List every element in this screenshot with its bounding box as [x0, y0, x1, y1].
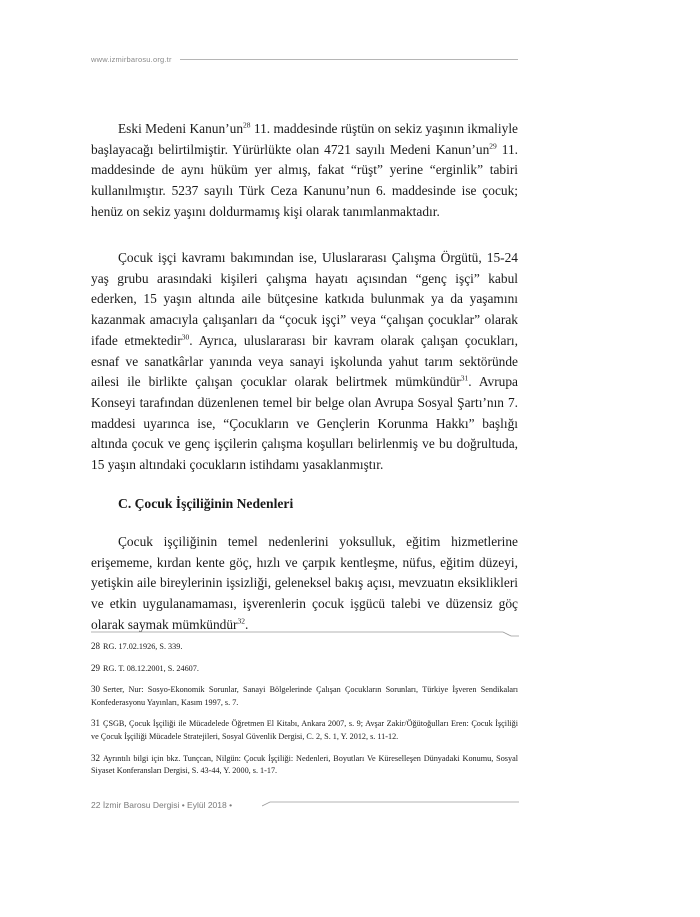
footnote-ref-30[interactable]: 30 — [181, 332, 190, 342]
page-footer: 22 İzmir Barosu Dergisi • Eylül 2018 • — [91, 800, 233, 810]
p1-text-b: 11. maddesinde rüştün on sekiz yaşının ikmaliyle başlayacağı belirtilmiştir. Yürürlükte olan 4721 sayılı Medeni Kanun’un — [91, 121, 518, 157]
footnote-31 — [91, 717, 518, 743]
section-heading: C. Çocuk İşçiliğinin Nedenleri — [118, 496, 294, 511]
footnote-28 — [91, 640, 518, 654]
footnote-30 — [91, 683, 518, 709]
p1-text-c: 11. maddesinde de aynı hüküm yer almış, fakat “rüşt” yerine “erginlik” tabiri kullanılmıştır. 5237 sayılı Türk Ceza Kanunu’nun 6. maddesinde ise çocuk; henüz on sekiz yaşını doldurmamış kişi olarak tanımlanmaktadır. — [91, 141, 518, 219]
footnote-text: Serter, Nur: Sosyo-Ekonomik Sorunlar, Sanayi Bölgelerinde Çalışan Çocukların Sorunları, Türkiye İşveren Sendikaları Konfederasyonu Yayınları, Kasım 1997, s. 7. — [91, 685, 518, 707]
p3-text-b: . — [245, 616, 249, 632]
footnotes — [91, 640, 518, 786]
footnote-number: 32 — [91, 752, 100, 763]
p2-text-c: . Avrupa Konseyi tarafından düzenlenen temel bir belge olan Avrupa Sosyal Şartı’nın 7. maddesi uyarınca ise, “Çocukların ve Gençlerin Korunma Hakkı” başlığı altında çocuk ve genç işçilerin çalışma koşulları belirlenmiş ve bu doğrultuda, 15 yaşın altındaki çocukların istihdamı yasaklanmıştır. — [91, 374, 518, 473]
paragraph-2 — [91, 248, 518, 476]
footnote-text: Ayrıntılı bilgi için bkz. Tunçcan, Nilgün: Çocuk İşçiliği: Nedenleri, Boyutları Ve Küreselleşen Dünyadaki Konumu, Sosyal Siyaset Konferansları Dergisi, S. 43-44, Y. 2000, s. 1-17. — [91, 753, 518, 776]
header-url: www.izmirbarosu.org.tr — [91, 55, 172, 64]
footnote-ref-28[interactable]: 28 — [243, 120, 251, 130]
footer-rule — [262, 801, 519, 807]
footnote-ref-32[interactable]: 32 — [237, 616, 246, 626]
paragraph-3 — [91, 532, 518, 636]
footnote-text: RG. T. 08.12.2001, S. 24607. — [103, 663, 199, 673]
header-rule — [180, 59, 518, 60]
p1-text-a: Eski Medeni Kanun’un — [118, 121, 244, 136]
footnote-number: 31 — [91, 718, 100, 729]
footnote-ref-31[interactable]: 31 — [460, 373, 469, 383]
footnote-number: 30 — [91, 684, 100, 695]
footnote-separator — [91, 631, 519, 637]
footnote-number: 29 — [91, 662, 100, 673]
footnote-text: ÇSGB, Çocuk İşçiliği ile Mücadelede Öğretmen El Kitabı, Ankara 2007, s. 9; Avşar Zakir/Öğütoğulları Eren: Çocuk İşçiliği ve Çocuk İşçiliği Mücadele Stratejileri, Sosyal Güvenlik Dergisi, C. 2, S. 1, Y. 2012, s. 11-12. — [91, 719, 518, 741]
p3-text-a: Çocuk işçiliğinin temel nedenlerini yoksulluk, eğitim hizmetlerine erişememe, kırdan kente göç, hızlı ve çarpık kentleşme, nüfus, eğitim düzeyi, yetişkin aile bireylerinin işsizliği, geleneksel bakış açısı, mevzuatın eksiklikleri ve etkin uygulanamaması, işverenlerin çocuk işgücü talebi ve düzensiz göç olarak saymak mümkündür — [91, 534, 518, 632]
p2-text-b: . Ayrıca, uluslararası bir kavram olarak çalışan çocukları, esnaf ve sanatkârlar yanında veya sanayi işkolunda yahut tarım sektöründe ailesi ile birlikte çalışan çocuklar olarak belirtmek mümkündür — [91, 332, 519, 390]
footnote-number: 28 — [91, 641, 100, 651]
footnote-text: RG. 17.02.1926, S. 339. — [103, 642, 183, 651]
footnote-32 — [91, 752, 518, 778]
paragraph-1 — [91, 119, 518, 223]
footnote-ref-29[interactable]: 29 — [489, 141, 497, 151]
p2-text-a: Çocuk işçi kavramı bakımından ise, Uluslararası Çalışma Örgütü, 15-24 yaş grubu arasındaki kişileri çalışma hayatı açısından “genç işçi” kabul ederken, 15 yaşın altında aile bütçesine katkıda bulunmak ya da yaşamını kazanmak amacıyla çalışanları da “çocuk işçi” veya “çalışan çocuklar” olarak ifade etmektedir — [91, 250, 518, 348]
footnote-29 — [91, 662, 518, 676]
